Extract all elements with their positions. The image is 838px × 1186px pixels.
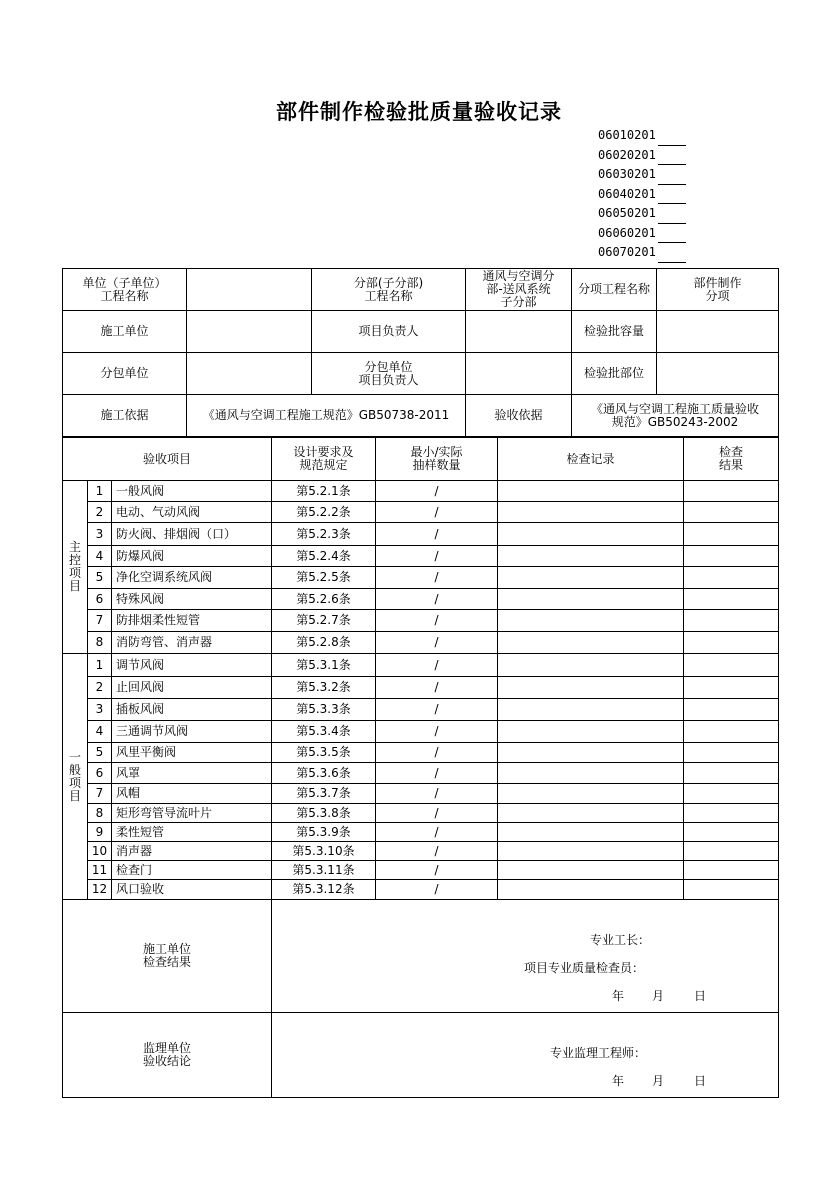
item-sample[interactable]: / bbox=[376, 502, 498, 523]
code-text: 06070201 bbox=[598, 245, 656, 259]
code-line bbox=[598, 185, 686, 205]
item-name: 风帽 bbox=[112, 784, 272, 804]
item-record[interactable] bbox=[498, 546, 684, 567]
item-number: 10 bbox=[88, 842, 112, 861]
item-result[interactable] bbox=[684, 823, 779, 842]
item-number: 9 bbox=[88, 823, 112, 842]
item-number: 12 bbox=[88, 880, 112, 900]
item-result[interactable] bbox=[684, 502, 779, 523]
table-row bbox=[63, 481, 779, 502]
item-clause: 第5.3.2条 bbox=[272, 677, 376, 699]
code-text: 06060201 bbox=[598, 225, 656, 240]
item-record[interactable] bbox=[498, 481, 684, 502]
month-label: 月 bbox=[652, 989, 665, 1003]
main-group-label: 主 控 项 目 bbox=[63, 481, 88, 654]
item-record[interactable] bbox=[498, 699, 684, 721]
table-row bbox=[63, 842, 779, 861]
code-text: 06020201 bbox=[598, 147, 656, 162]
item-clause: 第5.3.11条 bbox=[272, 861, 376, 880]
item-sample[interactable]: / bbox=[376, 610, 498, 632]
item-number: 4 bbox=[88, 721, 112, 743]
item-result[interactable] bbox=[684, 567, 779, 589]
item-sample[interactable]: / bbox=[376, 743, 498, 763]
item-name: 插板风阀 bbox=[112, 699, 272, 721]
table-row bbox=[63, 589, 779, 610]
item-clause: 第5.3.5条 bbox=[272, 743, 376, 763]
item-result[interactable] bbox=[684, 481, 779, 502]
acceptance-basis-value[interactable]: 《通风与空调工程施工质量验收 规范》GB50243-2002 bbox=[572, 395, 779, 437]
item-sample[interactable]: / bbox=[376, 861, 498, 880]
item-name: 风里平衡阀 bbox=[112, 743, 272, 763]
code-blank[interactable] bbox=[658, 132, 686, 146]
item-number: 11 bbox=[88, 861, 112, 880]
table-row bbox=[63, 502, 779, 523]
item-name: 防火阀、排烟阀（口） bbox=[112, 523, 272, 546]
item-result[interactable] bbox=[684, 842, 779, 861]
col-result-header: 检查 结果 bbox=[684, 438, 779, 481]
subitem-value[interactable]: 部件制作 分项 bbox=[657, 269, 779, 311]
item-result[interactable] bbox=[684, 632, 779, 654]
item-sample[interactable]: / bbox=[376, 823, 498, 842]
item-sample[interactable]: / bbox=[376, 699, 498, 721]
item-name: 柔性短管 bbox=[112, 823, 272, 842]
item-record[interactable] bbox=[498, 523, 684, 546]
construction-check-label: 施工单位 检查结果 bbox=[63, 900, 272, 1013]
code-text: 06040201 bbox=[598, 186, 656, 201]
item-number: 2 bbox=[88, 677, 112, 699]
item-result[interactable] bbox=[684, 677, 779, 699]
item-name: 风口验收 bbox=[112, 880, 272, 900]
foreman-label: 专业工长： bbox=[590, 933, 651, 947]
code-list bbox=[598, 126, 686, 263]
item-clause: 第5.2.5条 bbox=[272, 567, 376, 589]
item-record[interactable] bbox=[498, 784, 684, 804]
batch-location-label: 检验批部位 bbox=[572, 353, 657, 395]
item-number: 7 bbox=[88, 610, 112, 632]
item-result[interactable] bbox=[684, 880, 779, 900]
table-row bbox=[63, 721, 779, 743]
table-row bbox=[63, 861, 779, 880]
table-row bbox=[63, 743, 779, 763]
item-clause: 第5.3.8条 bbox=[272, 804, 376, 823]
contractor-value[interactable] bbox=[187, 311, 312, 353]
item-clause: 第5.3.9条 bbox=[272, 823, 376, 842]
item-number: 8 bbox=[88, 632, 112, 654]
item-sample[interactable]: / bbox=[376, 721, 498, 743]
code-blank[interactable] bbox=[658, 171, 686, 185]
code-line bbox=[598, 126, 686, 146]
item-number: 1 bbox=[88, 654, 112, 677]
item-result[interactable] bbox=[684, 699, 779, 721]
unit-value[interactable] bbox=[187, 269, 312, 311]
item-clause: 第5.3.7条 bbox=[272, 784, 376, 804]
table-row bbox=[63, 523, 779, 546]
code-text: 06010201 bbox=[598, 128, 656, 142]
table-row bbox=[63, 567, 779, 589]
item-number: 5 bbox=[88, 567, 112, 589]
item-result[interactable] bbox=[684, 784, 779, 804]
table-row bbox=[63, 546, 779, 567]
item-record[interactable] bbox=[498, 823, 684, 842]
item-number: 6 bbox=[88, 763, 112, 784]
item-name: 矩形弯管导流叶片 bbox=[112, 804, 272, 823]
item-clause: 第5.2.3条 bbox=[272, 523, 376, 546]
item-name: 止回风阀 bbox=[112, 677, 272, 699]
item-sample[interactable]: / bbox=[376, 546, 498, 567]
item-record[interactable] bbox=[498, 567, 684, 589]
table-row bbox=[63, 632, 779, 654]
items-table bbox=[62, 437, 779, 1098]
subitem-label: 分项工程名称 bbox=[572, 269, 657, 311]
sub-pm-label: 分包单位 项目负责人 bbox=[312, 353, 466, 395]
table-row bbox=[63, 699, 779, 721]
pm-label: 项目负责人 bbox=[312, 311, 466, 353]
item-name: 电动、气动风阀 bbox=[112, 502, 272, 523]
code-blank[interactable] bbox=[658, 249, 686, 263]
table-row bbox=[63, 804, 779, 823]
item-clause: 第5.2.6条 bbox=[272, 589, 376, 610]
code-blank[interactable] bbox=[658, 190, 686, 204]
header-table bbox=[62, 268, 779, 437]
item-clause: 第5.3.10条 bbox=[272, 842, 376, 861]
item-result[interactable] bbox=[684, 804, 779, 823]
table-row bbox=[63, 677, 779, 699]
item-name: 防排烟柔性短管 bbox=[112, 610, 272, 632]
table-row bbox=[63, 823, 779, 842]
general-group-label: 一 般 项 目 bbox=[63, 654, 88, 900]
code-line bbox=[598, 204, 686, 224]
item-number: 6 bbox=[88, 589, 112, 610]
item-clause: 第5.2.1条 bbox=[272, 481, 376, 502]
item-sample[interactable]: / bbox=[376, 481, 498, 502]
item-result[interactable] bbox=[684, 721, 779, 743]
item-clause: 第5.2.7条 bbox=[272, 610, 376, 632]
supervision-check-label: 监理单位 验收结论 bbox=[63, 1013, 272, 1098]
item-sample[interactable]: / bbox=[376, 804, 498, 823]
subcontractor-value[interactable] bbox=[187, 353, 312, 395]
item-name: 净化空调系统风阀 bbox=[112, 567, 272, 589]
item-clause: 第5.2.4条 bbox=[272, 546, 376, 567]
item-sample[interactable]: / bbox=[376, 763, 498, 784]
item-result[interactable] bbox=[684, 610, 779, 632]
table-row bbox=[63, 763, 779, 784]
code-line bbox=[598, 146, 686, 166]
construction-check-area[interactable] bbox=[272, 900, 779, 1013]
page-title: 部件制作检验批质量验收记录 bbox=[276, 100, 562, 124]
unit-label: 单位（子单位） 工程名称 bbox=[63, 269, 187, 311]
item-number: 7 bbox=[88, 784, 112, 804]
item-number: 8 bbox=[88, 804, 112, 823]
code-line bbox=[598, 243, 686, 263]
item-result[interactable] bbox=[684, 546, 779, 567]
code-line bbox=[598, 224, 686, 244]
item-record[interactable] bbox=[498, 842, 684, 861]
month-label: 月 bbox=[652, 1074, 665, 1088]
item-number: 5 bbox=[88, 743, 112, 763]
item-clause: 第5.2.2条 bbox=[272, 502, 376, 523]
item-result[interactable] bbox=[684, 523, 779, 546]
item-name: 消声器 bbox=[112, 842, 272, 861]
batch-capacity-label: 检验批容量 bbox=[572, 311, 657, 353]
item-name: 一般风阀 bbox=[112, 481, 272, 502]
table-row bbox=[63, 784, 779, 804]
item-number: 2 bbox=[88, 502, 112, 523]
item-number: 3 bbox=[88, 523, 112, 546]
item-name: 风罩 bbox=[112, 763, 272, 784]
item-sample[interactable]: / bbox=[376, 567, 498, 589]
subcontractor-label: 分包单位 bbox=[63, 353, 187, 395]
item-sample[interactable]: / bbox=[376, 784, 498, 804]
item-record[interactable] bbox=[498, 502, 684, 523]
pm-value[interactable] bbox=[466, 311, 572, 353]
item-sample[interactable]: / bbox=[376, 677, 498, 699]
inspector-label: 项目专业质量检查员： bbox=[524, 961, 645, 975]
division-value[interactable]: 通风与空调分 部-送风系统 子分部 bbox=[466, 269, 572, 311]
item-name: 三通调节风阀 bbox=[112, 721, 272, 743]
item-sample[interactable]: / bbox=[376, 880, 498, 900]
supervision-check-area[interactable] bbox=[272, 1013, 779, 1098]
item-clause: 第5.3.12条 bbox=[272, 880, 376, 900]
item-sample[interactable]: / bbox=[376, 632, 498, 654]
item-record[interactable] bbox=[498, 610, 684, 632]
division-label: 分部(子分部) 工程名称 bbox=[312, 269, 466, 311]
engineer-label: 专业监理工程师： bbox=[550, 1046, 647, 1060]
item-number: 1 bbox=[88, 481, 112, 502]
item-record[interactable] bbox=[498, 677, 684, 699]
item-record[interactable] bbox=[498, 763, 684, 784]
batch-location-value[interactable] bbox=[657, 353, 779, 395]
item-name: 调节风阀 bbox=[112, 654, 272, 677]
item-result[interactable] bbox=[684, 654, 779, 677]
table-row bbox=[63, 610, 779, 632]
item-number: 4 bbox=[88, 546, 112, 567]
item-clause: 第5.3.3条 bbox=[272, 699, 376, 721]
item-name: 特殊风阀 bbox=[112, 589, 272, 610]
col-sample-header: 最小/实际 抽样数量 bbox=[376, 438, 498, 481]
item-name: 检查门 bbox=[112, 861, 272, 880]
day-label: 日 bbox=[694, 1074, 707, 1088]
col-item-header: 验收项目 bbox=[63, 438, 272, 481]
item-record[interactable] bbox=[498, 721, 684, 743]
table-row bbox=[63, 880, 779, 900]
code-blank[interactable] bbox=[658, 210, 686, 224]
item-name: 防爆风阀 bbox=[112, 546, 272, 567]
code-line bbox=[598, 165, 686, 185]
code-text: 06050201 bbox=[598, 206, 656, 220]
item-record[interactable] bbox=[498, 880, 684, 900]
basis-label: 施工依据 bbox=[63, 395, 187, 437]
code-blank[interactable] bbox=[658, 229, 686, 243]
basis-value[interactable]: 《通风与空调工程施工规范》GB50738-2011 bbox=[187, 395, 466, 437]
item-clause: 第5.3.1条 bbox=[272, 654, 376, 677]
item-record[interactable] bbox=[498, 861, 684, 880]
item-record[interactable] bbox=[498, 743, 684, 763]
year-label: 年 bbox=[612, 989, 625, 1003]
item-sample[interactable]: / bbox=[376, 523, 498, 546]
table-row bbox=[63, 654, 779, 677]
batch-capacity-value[interactable] bbox=[657, 311, 779, 353]
item-clause: 第5.2.8条 bbox=[272, 632, 376, 654]
item-sample[interactable]: / bbox=[376, 842, 498, 861]
acceptance-basis-label: 验收依据 bbox=[466, 395, 572, 437]
item-sample[interactable]: / bbox=[376, 589, 498, 610]
item-result[interactable] bbox=[684, 743, 779, 763]
code-blank[interactable] bbox=[658, 151, 686, 165]
col-design-header: 设计要求及 规范规定 bbox=[272, 438, 376, 481]
item-result[interactable] bbox=[684, 589, 779, 610]
item-sample[interactable]: / bbox=[376, 654, 498, 677]
item-clause: 第5.3.4条 bbox=[272, 721, 376, 743]
item-result[interactable] bbox=[684, 763, 779, 784]
sub-pm-value[interactable] bbox=[466, 353, 572, 395]
code-text: 06030201 bbox=[598, 167, 656, 181]
item-record[interactable] bbox=[498, 632, 684, 654]
item-clause: 第5.3.6条 bbox=[272, 763, 376, 784]
item-name: 消防弯管、消声器 bbox=[112, 632, 272, 654]
item-number: 3 bbox=[88, 699, 112, 721]
item-record[interactable] bbox=[498, 804, 684, 823]
item-result[interactable] bbox=[684, 861, 779, 880]
contractor-label: 施工单位 bbox=[63, 311, 187, 353]
col-record-header: 检查记录 bbox=[498, 438, 684, 481]
item-record[interactable] bbox=[498, 654, 684, 677]
item-record[interactable] bbox=[498, 589, 684, 610]
year-label: 年 bbox=[612, 1074, 625, 1088]
day-label: 日 bbox=[694, 989, 707, 1003]
